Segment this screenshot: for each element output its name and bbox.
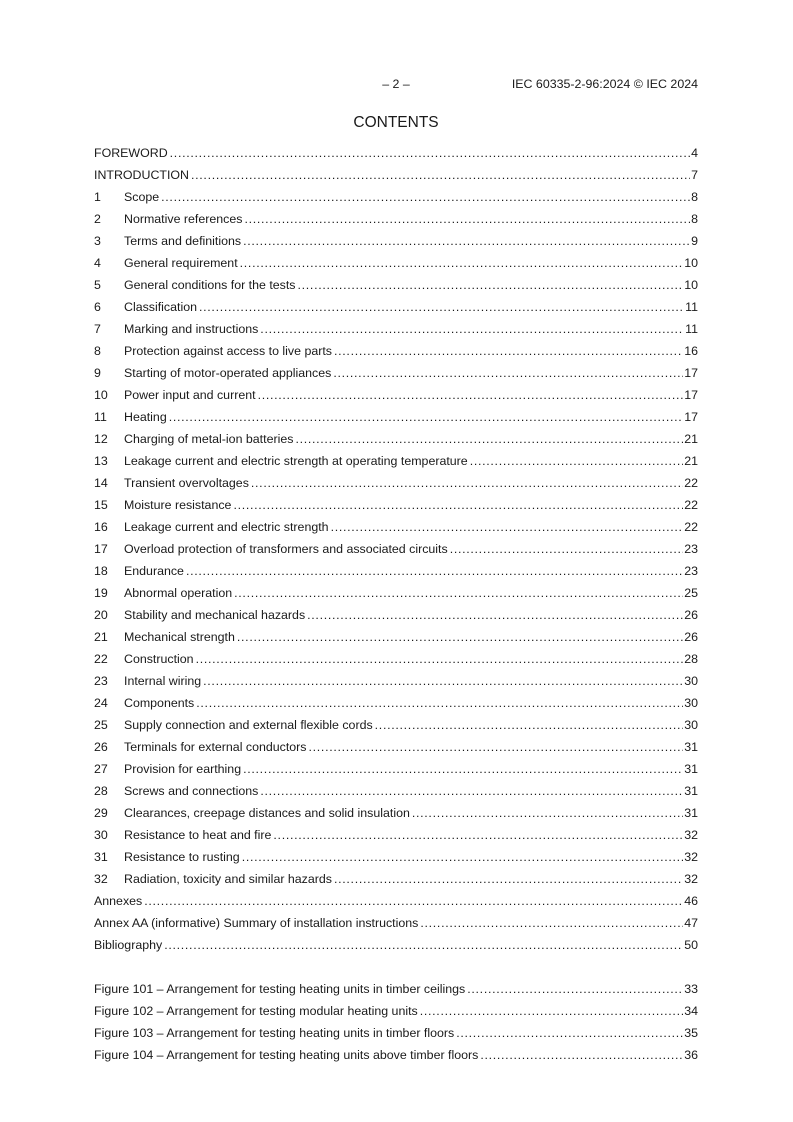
toc-clause-entry[interactable] xyxy=(94,826,698,848)
dot-leader xyxy=(333,364,683,382)
dot-leader xyxy=(191,166,690,184)
entry-page-number: 16 xyxy=(684,344,698,358)
entry-title: FOREWORD xyxy=(94,146,168,160)
toc-clause-entry[interactable] xyxy=(94,232,698,254)
entry-page-number: 32 xyxy=(684,872,698,886)
dot-leader xyxy=(334,342,683,360)
toc-figure-entry[interactable] xyxy=(94,1024,698,1046)
toc-clause-entry[interactable] xyxy=(94,628,698,650)
toc-entry[interactable] xyxy=(94,144,698,166)
entry-number: 11 xyxy=(94,410,107,424)
entry-title: Annex AA (informative) Summary of installation instructions xyxy=(94,916,419,930)
entry-page-number: 17 xyxy=(684,410,698,424)
entry-title: Abnormal operation xyxy=(124,586,233,600)
dot-leader xyxy=(234,584,683,602)
toc-clause-entry[interactable] xyxy=(94,760,698,782)
entry-page-number: 23 xyxy=(684,564,698,578)
dot-leader xyxy=(196,694,683,712)
dot-leader xyxy=(331,518,684,536)
entry-number: 21 xyxy=(94,630,108,644)
toc-clause-entry[interactable] xyxy=(94,364,698,386)
entry-number: 25 xyxy=(94,718,108,732)
dot-leader xyxy=(170,144,690,162)
entry-number: 31 xyxy=(94,850,108,864)
entry-title: Scope xyxy=(124,190,160,204)
dot-leader xyxy=(467,980,683,998)
dot-leader xyxy=(164,936,683,954)
dot-leader xyxy=(450,540,684,558)
entry-page-number: 8 xyxy=(691,190,698,204)
entry-number: 1 xyxy=(94,190,101,204)
entry-title: Internal wiring xyxy=(124,674,202,688)
entry-page-number: 31 xyxy=(684,762,698,776)
entry-number: 7 xyxy=(94,322,101,336)
dot-leader xyxy=(169,408,683,426)
entry-number: 15 xyxy=(94,498,108,512)
toc-entry[interactable] xyxy=(94,936,698,958)
entry-number: 19 xyxy=(94,586,108,600)
toc-clause-entry[interactable] xyxy=(94,188,698,210)
toc-clause-entry[interactable] xyxy=(94,298,698,320)
entry-title: Figure 101 – Arrangement for testing heating units in timber ceilings xyxy=(94,982,466,996)
entry-number: 6 xyxy=(94,300,101,314)
entry-number: 20 xyxy=(94,608,108,622)
dot-leader xyxy=(480,1046,683,1064)
toc-clause-entry[interactable] xyxy=(94,474,698,496)
entry-page-number: 22 xyxy=(684,520,698,534)
entry-title: Normative references xyxy=(124,212,243,226)
entry-number: 17 xyxy=(94,542,108,556)
entry-page-number: 22 xyxy=(684,476,698,490)
dot-leader xyxy=(412,804,683,822)
entry-title: Terminals for external conductors xyxy=(124,740,307,754)
dot-leader xyxy=(203,672,683,690)
entry-number: 12 xyxy=(94,432,108,446)
dot-leader xyxy=(243,232,690,250)
dot-leader xyxy=(237,628,683,646)
dot-leader xyxy=(144,892,683,910)
toc-clause-entry[interactable] xyxy=(94,430,698,452)
entry-page-number: 11 xyxy=(685,300,698,314)
section-spacer xyxy=(94,958,698,980)
dot-leader xyxy=(307,606,683,624)
entry-title: Radiation, toxicity and similar hazards xyxy=(124,872,332,886)
toc-figure-entry[interactable] xyxy=(94,980,698,1002)
toc-clause-entry[interactable] xyxy=(94,870,698,892)
entry-title: Figure 103 – Arrangement for testing heating units in timber floors xyxy=(94,1026,455,1040)
entry-number: 13 xyxy=(94,454,108,468)
entry-title: Components xyxy=(124,696,195,710)
entry-page-number: 30 xyxy=(684,718,698,732)
toc-entry[interactable] xyxy=(94,166,698,188)
entry-title: Starting of motor-operated appliances xyxy=(124,366,332,380)
document-reference: IEC 60335-2-96:2024 © IEC 2024 xyxy=(511,77,698,91)
entry-title: Annexes xyxy=(94,894,143,908)
toc-clause-entry[interactable] xyxy=(94,848,698,870)
entry-page-number: 9 xyxy=(691,234,698,248)
dot-leader xyxy=(240,254,684,272)
dot-leader xyxy=(233,496,683,514)
entry-number: 16 xyxy=(94,520,108,534)
entry-number: 28 xyxy=(94,784,108,798)
entry-number: 22 xyxy=(94,652,108,666)
toc-entry[interactable] xyxy=(94,892,698,914)
entry-page-number: 32 xyxy=(684,828,698,842)
entry-page-number: 22 xyxy=(684,498,698,512)
entry-number: 29 xyxy=(94,806,108,820)
entry-title: General requirement xyxy=(124,256,238,270)
entry-title: Terms and definitions xyxy=(124,234,242,248)
entry-page-number: 21 xyxy=(684,432,698,446)
contents-heading: CONTENTS xyxy=(353,114,439,131)
entry-number: 30 xyxy=(94,828,108,842)
toc-clause-entry[interactable] xyxy=(94,342,698,364)
entry-title: Heating xyxy=(124,410,167,424)
toc-clause-entry[interactable] xyxy=(94,518,698,540)
table-of-contents xyxy=(94,144,698,1068)
entry-number: 10 xyxy=(94,388,108,402)
entry-number: 9 xyxy=(94,366,101,380)
entry-title: Bibliography xyxy=(94,938,163,952)
dot-leader xyxy=(334,870,683,888)
entry-title: Clearances, creepage distances and solid insulation xyxy=(124,806,410,820)
toc-clause-entry[interactable] xyxy=(94,716,698,738)
entry-page-number: 31 xyxy=(684,784,698,798)
toc-clause-entry[interactable] xyxy=(94,540,698,562)
dot-leader xyxy=(420,914,683,932)
entry-page-number: 23 xyxy=(684,542,698,556)
toc-clause-entry[interactable] xyxy=(94,804,698,826)
entry-title: Transient overvoltages xyxy=(124,476,249,490)
toc-entry[interactable] xyxy=(94,914,698,936)
toc-clause-entry[interactable] xyxy=(94,584,698,606)
entry-page-number: 36 xyxy=(684,1048,698,1062)
entry-page-number: 32 xyxy=(684,850,698,864)
entry-page-number: 31 xyxy=(684,740,698,754)
entry-title: Supply connection and external flexible cords xyxy=(124,718,373,732)
toc-clause-entry[interactable] xyxy=(94,452,698,474)
entry-title: Leakage current and electric strength xyxy=(124,520,329,534)
toc-clause-entry[interactable] xyxy=(94,408,698,430)
entry-number: 24 xyxy=(94,696,108,710)
entry-number: 18 xyxy=(94,564,108,578)
entry-page-number: 10 xyxy=(684,278,698,292)
toc-clause-entry[interactable] xyxy=(94,650,698,672)
clause-list xyxy=(94,188,698,892)
dot-leader xyxy=(258,386,684,404)
entry-title: Stability and mechanical hazards xyxy=(124,608,306,622)
page-number: – 2 – xyxy=(382,77,410,91)
entry-title: Overload protection of transformers and associated circuits xyxy=(124,542,448,556)
back-matter-list xyxy=(94,892,698,958)
entry-page-number: 34 xyxy=(684,1004,698,1018)
entry-title: Screws and connections xyxy=(124,784,259,798)
entry-page-number: 30 xyxy=(684,696,698,710)
dot-leader xyxy=(375,716,684,734)
dot-leader xyxy=(456,1024,683,1042)
toc-clause-entry[interactable] xyxy=(94,606,698,628)
dot-leader xyxy=(295,430,683,448)
entry-page-number: 17 xyxy=(684,366,698,380)
entry-number: 14 xyxy=(94,476,108,490)
entry-title: Classification xyxy=(124,300,197,314)
entry-page-number: 26 xyxy=(684,608,698,622)
dot-leader xyxy=(298,276,684,294)
entry-page-number: 4 xyxy=(691,146,698,160)
entry-title: Charging of metal-ion batteries xyxy=(124,432,294,446)
entry-title: Leakage current and electric strength at operating temperature xyxy=(124,454,468,468)
entry-title: Protection against access to live parts xyxy=(124,344,332,358)
entry-number: 32 xyxy=(94,872,108,886)
dot-leader xyxy=(309,738,684,756)
dot-leader xyxy=(420,1002,683,1020)
dot-leader xyxy=(260,320,684,338)
figure-list xyxy=(94,980,698,1068)
entry-title: Resistance to heat and fire xyxy=(124,828,272,842)
entry-title: Power input and current xyxy=(124,388,256,402)
entry-title: Resistance to rusting xyxy=(124,850,240,864)
entry-number: 26 xyxy=(94,740,108,754)
entry-page-number: 50 xyxy=(684,938,698,952)
toc-clause-entry[interactable] xyxy=(94,276,698,298)
entry-title: Figure 104 – Arrangement for testing heating units above timber floors xyxy=(94,1048,479,1062)
toc-clause-entry[interactable] xyxy=(94,386,698,408)
entry-number: 4 xyxy=(94,256,101,270)
dot-leader xyxy=(273,826,683,844)
dot-leader xyxy=(251,474,683,492)
entry-title: Endurance xyxy=(124,564,184,578)
toc-figure-entry[interactable] xyxy=(94,1046,698,1068)
entry-title: Provision for earthing xyxy=(124,762,242,776)
entry-page-number: 28 xyxy=(684,652,698,666)
front-matter-list xyxy=(94,144,698,188)
entry-title: General conditions for the tests xyxy=(124,278,296,292)
toc-clause-entry[interactable] xyxy=(94,210,698,232)
toc-clause-entry[interactable] xyxy=(94,320,698,342)
entry-page-number: 30 xyxy=(684,674,698,688)
toc-figure-entry[interactable] xyxy=(94,1002,698,1024)
entry-title: Figure 102 – Arrangement for testing modular heating units xyxy=(94,1004,418,1018)
page-header xyxy=(94,76,698,92)
entry-number: 3 xyxy=(94,234,101,248)
entry-page-number: 21 xyxy=(684,454,698,468)
entry-title: INTRODUCTION xyxy=(94,168,189,182)
dot-leader xyxy=(186,562,683,580)
toc-clause-entry[interactable] xyxy=(94,782,698,804)
toc-clause-entry[interactable] xyxy=(94,496,698,518)
entry-title: Marking and instructions xyxy=(124,322,259,336)
entry-page-number: 17 xyxy=(684,388,698,402)
entry-page-number: 33 xyxy=(684,982,698,996)
dot-leader xyxy=(243,760,683,778)
dot-leader xyxy=(244,210,690,228)
entry-number: 2 xyxy=(94,212,101,226)
entry-title: Construction xyxy=(124,652,194,666)
entry-page-number: 10 xyxy=(684,256,698,270)
dot-leader xyxy=(470,452,684,470)
entry-page-number: 35 xyxy=(684,1026,698,1040)
entry-page-number: 46 xyxy=(684,894,698,908)
entry-title: Moisture resistance xyxy=(124,498,232,512)
dot-leader xyxy=(196,650,684,668)
toc-clause-entry[interactable] xyxy=(94,254,698,276)
entry-number: 27 xyxy=(94,762,108,776)
entry-page-number: 25 xyxy=(684,586,698,600)
dot-leader xyxy=(161,188,690,206)
toc-clause-entry[interactable] xyxy=(94,672,698,694)
entry-page-number: 47 xyxy=(684,916,698,930)
toc-clause-entry[interactable] xyxy=(94,562,698,584)
entry-title: Mechanical strength xyxy=(124,630,235,644)
entry-number: 5 xyxy=(94,278,101,292)
toc-clause-entry[interactable] xyxy=(94,694,698,716)
entry-page-number: 11 xyxy=(685,322,698,336)
entry-page-number: 8 xyxy=(691,212,698,226)
dot-leader xyxy=(199,298,684,316)
entry-number: 23 xyxy=(94,674,108,688)
toc-clause-entry[interactable] xyxy=(94,738,698,760)
dot-leader xyxy=(242,848,684,866)
dot-leader xyxy=(260,782,683,800)
entry-page-number: 26 xyxy=(684,630,698,644)
entry-number: 8 xyxy=(94,344,101,358)
entry-page-number: 31 xyxy=(684,806,698,820)
entry-page-number: 7 xyxy=(691,168,698,182)
